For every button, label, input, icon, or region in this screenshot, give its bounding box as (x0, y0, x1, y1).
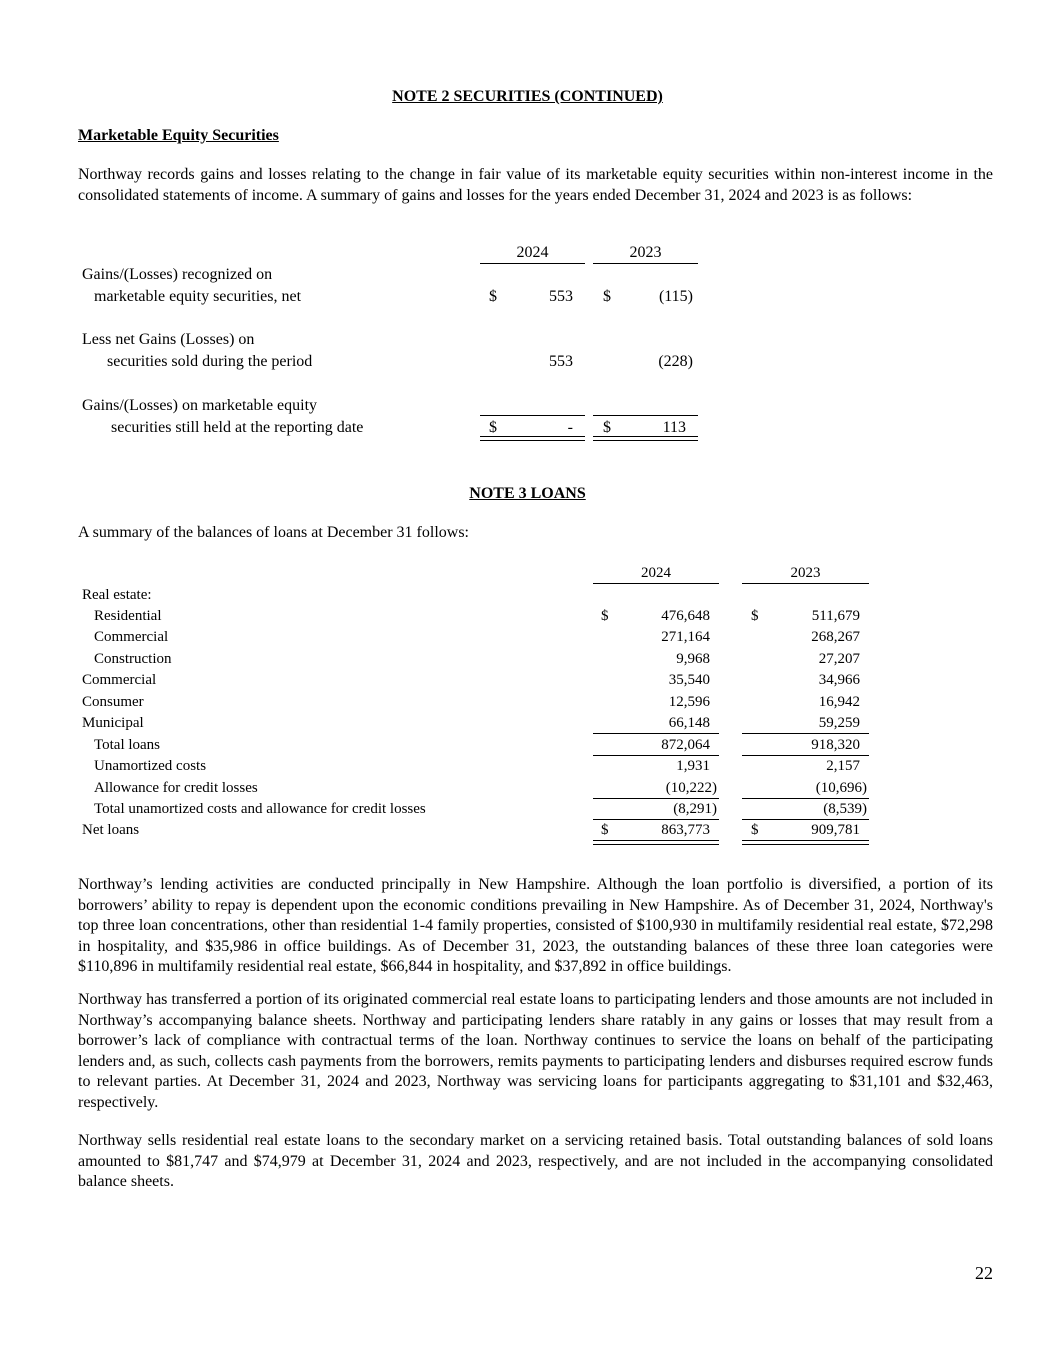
subtotal-rule-2023 (742, 819, 869, 820)
col-2024-header: 2024 (516, 244, 549, 261)
dollar-sign: $ (603, 419, 611, 436)
row-label: Consumer (82, 694, 144, 710)
dollar-sign: $ (489, 288, 497, 305)
header-rule-2023 (742, 583, 869, 584)
total-rule-2023 (742, 755, 869, 756)
value-2024: 9,968 (676, 651, 710, 667)
value-2024: - (567, 419, 573, 436)
value-2023: 268,267 (811, 629, 860, 645)
value-2024: 271,164 (661, 629, 710, 645)
paragraph: Northway has transferred a portion of its originated commercial real estate loans to participating lenders and those amounts are not included in Northway’s accompanying balance sheets. Northway and participating lenders share ratably in any gains or losses that may result from a borrower’s lack of compliance with contractual terms of the loan. Northway continues to service the loans on behalf of the participating lenders and, as such, collects cash payments from the borrowers, remits payments to participating lenders and disburses required escrow funds to relevant parties. At December 31, 2024 and 2023, Northway was servicing loans for participants aggregating to $31,101 and $32,463, respectively. (78, 991, 993, 1111)
value-2024: 1,931 (676, 758, 710, 774)
subtotal-rule-2023 (742, 733, 869, 734)
dollar-sign: $ (603, 288, 611, 305)
row-label: Commercial (94, 629, 169, 645)
row-label: Municipal (82, 715, 144, 731)
row-label: Less net Gains (Losses) on (82, 331, 255, 348)
value-2023: 2,157 (826, 758, 860, 774)
value-2023: (228) (658, 353, 693, 370)
row-label: Net loans (82, 822, 140, 838)
total-double-rule-2023 (593, 436, 698, 441)
row-label: securities sold during the period (107, 353, 313, 370)
header-rule-2024 (480, 263, 585, 264)
dollar-sign: $ (751, 822, 759, 838)
paragraph: Northway sells residential real estate loans to the secondary market on a servicing retained basis. Total outstanding balances of sold loans amounted to $81,747 and $74,979 at December 31, 2024 and 2023, respectively, and are not included in the accompanying consolidated balance sheets. (78, 1132, 993, 1190)
row-label: Unamortized costs (94, 758, 207, 774)
subtotal-rule-2023 (742, 798, 869, 799)
row-label: Total loans (94, 737, 161, 753)
value-2023: 16,942 (818, 694, 860, 710)
dollar-sign: $ (601, 608, 609, 624)
value-2023: 511,679 (811, 608, 860, 624)
col-2023-header: 2023 (629, 244, 662, 261)
value-2024: 476,648 (661, 608, 710, 624)
value-2024: 12,596 (668, 694, 710, 710)
row-label: securities still held at the reporting date (111, 419, 364, 436)
col-2023-header: 2023 (790, 565, 821, 581)
subtotal-rule-2024 (593, 733, 719, 734)
value-2024: 66,148 (668, 715, 710, 731)
row-label: Gains/(Losses) on marketable equity (82, 397, 318, 414)
value-2023: 113 (662, 419, 686, 436)
value-2023: 909,781 (811, 822, 860, 838)
subtotal-rule-2023 (593, 415, 698, 416)
note2-title: NOTE 2 SECURITIES (CONTINUED) (392, 88, 663, 105)
value-2024: 872,064 (661, 737, 710, 753)
value-2024: (8,291) (673, 801, 717, 817)
note3-title: NOTE 3 LOANS (469, 485, 586, 502)
row-label: Commercial (82, 672, 157, 688)
value-2023: 27,207 (818, 651, 860, 667)
row-label: Real estate: (82, 587, 152, 603)
row-label: Gains/(Losses) recognized on (82, 266, 273, 283)
col-2024-header: 2024 (641, 565, 671, 581)
value-2024: (10,222) (665, 780, 717, 796)
note2-intro: Northway records gains and losses relating to the change in fair value of its marketable equity securities within non-interest income in the consolidated statements of income. A summary of gains and losses for the years ended December 31, 2024 and 2023 is as follows: (78, 166, 993, 204)
row-label: Total unamortized costs and allowance for credit losses (94, 801, 426, 817)
value-2023: (8,539) (823, 801, 867, 817)
value-2024: 35,540 (668, 672, 710, 688)
note3-intro: A summary of the balances of loans at December 31 follows: (78, 524, 469, 541)
value-2023: 918,320 (811, 737, 860, 753)
total-double-rule-2023 (742, 840, 869, 845)
value-2024: 863,773 (661, 822, 710, 838)
page-number: 22 (975, 1263, 993, 1283)
dollar-sign: $ (489, 419, 497, 436)
dollar-sign: $ (601, 822, 609, 838)
subtotal-rule-2024 (593, 798, 719, 799)
value-2023: (10,696) (815, 780, 867, 796)
value-2023: 34,966 (818, 672, 860, 688)
value-2024: 553 (549, 353, 573, 370)
row-label: Allowance for credit losses (94, 780, 258, 796)
subtotal-rule-2024 (480, 415, 585, 416)
row-label: Construction (94, 651, 172, 667)
value-2023: 59,259 (818, 715, 860, 731)
dollar-sign: $ (751, 608, 759, 624)
paragraph: Northway’s lending activities are conducted principally in New Hampshire. Although the loan portfolio is diversified, a portion of its borrowers’ ability to repay is dependent upon the economic conditions prevailing in New Hampshire. As of December 31, 2024, Northway's top three loan concentrations, other than residential 1-4 family properties, consisted of $100,930 in multifamily residential real estate, $72,298 in hospitality, and $35,986 in office buildings. As of December 31, 2023, the outstanding balances of these three loan categories were $110,896 in multifamily residential real estate, $66,844 in hospitality, and $37,892 in office buildings. (78, 876, 993, 975)
value-2023: (115) (658, 288, 693, 305)
row-label: marketable equity securities, net (94, 288, 302, 305)
note2-subheading: Marketable Equity Securities (78, 127, 279, 144)
total-double-rule-2024 (480, 436, 585, 441)
total-double-rule-2024 (593, 840, 719, 845)
header-rule-2023 (593, 263, 698, 264)
row-label: Residential (94, 608, 162, 624)
value-2024: 553 (549, 288, 573, 305)
total-rule-2024 (593, 755, 719, 756)
header-rule-2024 (593, 583, 719, 584)
subtotal-rule-2024 (593, 819, 719, 820)
